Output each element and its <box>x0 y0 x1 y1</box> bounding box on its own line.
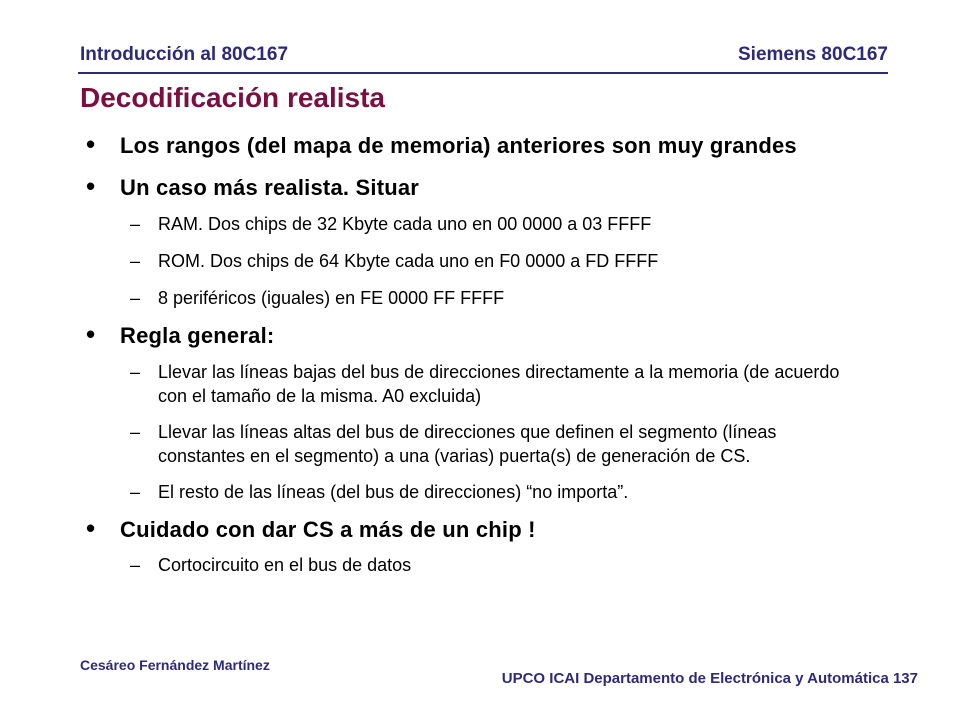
bullet-icon: • <box>86 171 96 201</box>
dash-icon: – <box>130 214 141 234</box>
bullet-item <box>86 319 846 350</box>
sub-bullet-text: 8 periféricos (iguales) en FE 0000 FF FFFF <box>158 288 505 308</box>
header-topic: Siemens 80C167 <box>738 44 888 65</box>
dash-icon: – <box>130 251 141 271</box>
sub-bullet-item <box>86 480 846 504</box>
dash-icon: – <box>130 482 141 502</box>
slide-title: Decodificación realista <box>80 82 386 113</box>
footer-department-page: UPCO ICAI Departamento de Electrónica y Automática 137 <box>501 670 918 687</box>
sub-bullet-text: El resto de las líneas (del bus de direcciones) “no importa”. <box>158 482 629 502</box>
sub-bullet-item <box>86 420 846 468</box>
header-course-title: Introducción al 80C167 <box>80 44 289 65</box>
bullet-text: Regla general: <box>120 323 275 348</box>
sub-bullet-item <box>86 360 846 408</box>
bullet-icon: • <box>86 129 96 159</box>
sub-bullet-item <box>86 286 846 310</box>
bullet-item <box>86 129 846 160</box>
sub-bullet-text: Cortocircuito en el bus de datos <box>158 555 412 575</box>
footer-author: Cesáreo Fernández Martínez <box>80 657 270 673</box>
bullet-text: Los rangos (del mapa de memoria) anteriores son muy grandes <box>120 133 797 158</box>
sub-bullet-text: Llevar las líneas bajas del bus de direcciones directamente a la memoria (de acuerdo con el tamaño de la misma. A0 excluida) <box>158 362 840 406</box>
sub-bullet-item <box>86 212 846 236</box>
sub-bullet-text: ROM. Dos chips de 64 Kbyte cada uno en F0 0000 a FD FFFF <box>158 251 659 271</box>
sub-bullet-item <box>86 249 846 273</box>
bullet-item <box>86 513 846 544</box>
header-divider <box>78 72 888 74</box>
bullet-icon: • <box>86 319 96 349</box>
bullet-icon: • <box>86 513 96 543</box>
sub-bullet-text: RAM. Dos chips de 32 Kbyte cada uno en 00 0000 a 03 FFFF <box>158 214 652 234</box>
bullet-text: Cuidado con dar CS a más de un chip ! <box>120 517 536 542</box>
dash-icon: – <box>130 555 141 575</box>
bullet-item <box>86 171 846 202</box>
bullet-list <box>86 129 846 577</box>
dash-icon: – <box>130 288 141 308</box>
dash-icon: – <box>130 422 141 442</box>
dash-icon: – <box>130 362 141 382</box>
sub-bullet-text: Llevar las líneas altas del bus de direcciones que definen el segmento (líneas constantes en el segmento) a una (varias) puerta(s) de generación de CS. <box>158 422 777 466</box>
sub-bullet-item <box>86 553 846 577</box>
bullet-text: Un caso más realista. Situar <box>120 175 420 200</box>
